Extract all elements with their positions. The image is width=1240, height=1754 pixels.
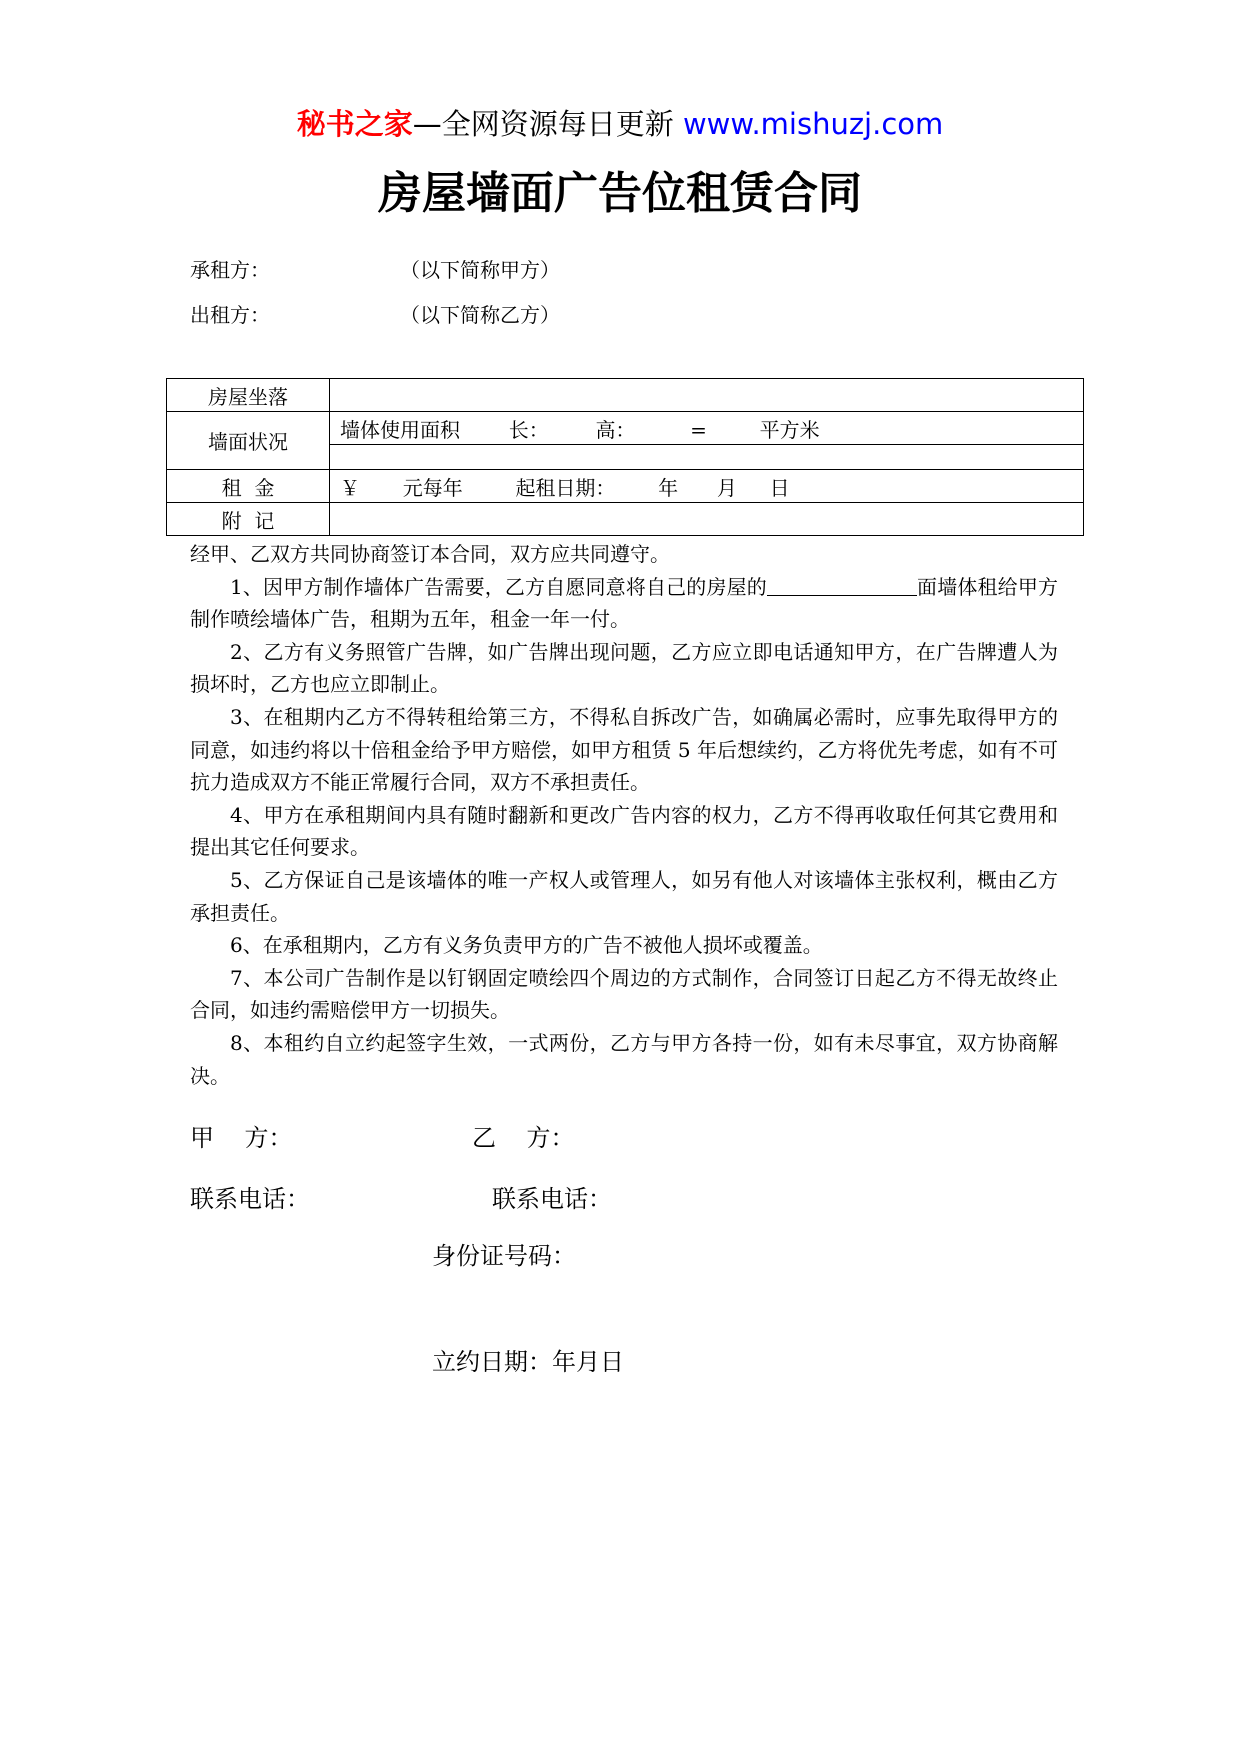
site-slogan: —全网资源每日更新 [412, 107, 674, 141]
wall-length-label: 长： [508, 417, 549, 442]
clause-1-part-a: 1、因甲方制作墙体广告需要，乙方自愿同意将自己的房屋的 [230, 574, 767, 599]
wall-side-blank [767, 573, 917, 596]
clause-6: 6、在承租期内，乙方有义务负责甲方的广告不被他人损坏或覆盖。 [230, 933, 823, 958]
table-row-note [167, 503, 1084, 536]
table-row-location [167, 379, 1084, 412]
rent-label: 租 金 [167, 470, 330, 503]
location-label: 房屋坐落 [167, 379, 330, 412]
tenant-note: （以下简称甲方） [400, 258, 560, 282]
rent-per-year: 元每年 [402, 475, 463, 500]
party-b-signature: 乙 方： [472, 1124, 575, 1152]
clause-3: 3、在租期内乙方不得转租给第三方，不得私自拆改广告，如确属必需时，应事先取得甲方的同意，如违约将以十倍租金给予甲方赔偿，如甲方租赁 5 年后想续约，乙方将优先考虑，如有不可抗力造成双方不能正常履行合同，双方不承担责任。 [190, 704, 1058, 795]
table-row-wall [167, 412, 1084, 445]
rent-cell [330, 470, 1084, 503]
site-header [0, 104, 1240, 144]
clause-2: 2、乙方有义务照管广告牌，如广告牌出现问题，乙方应立即电话通知甲方，在广告牌遭人为损坏时，乙方也应立即制止。 [190, 639, 1058, 697]
wall-area-label: 墙体使用面积 [340, 417, 460, 442]
wall-extra-cell [330, 445, 1084, 470]
clause-1-part-b: 面墙体租给甲方制作喷绘墙体广告，租期为五年，租金一年一付。 [190, 574, 1058, 632]
clause-1 [190, 571, 1058, 636]
party-a-signature: 甲 方： [190, 1124, 293, 1152]
clause-5: 5、乙方保证自己是该墙体的唯一产权人或管理人，如另有他人对该墙体主张权利，概由乙方承担责任。 [190, 867, 1058, 925]
wall-equals-sign: = [690, 417, 707, 442]
wall-height-label: 高： [595, 417, 636, 442]
clause-8: 8、本租约自立约起签字生效，一式两份，乙方与甲方各持一份，如有未尽事宜，双方协商解决。 [190, 1030, 1058, 1088]
tenant-label: 承租方： [190, 258, 270, 282]
contract-body [190, 538, 1058, 1092]
note-value [330, 503, 1084, 536]
table-row-rent [167, 470, 1084, 503]
rent-day: 日 [769, 475, 790, 500]
site-brand: 秘书之家 [296, 107, 413, 141]
site-url[interactable]: www.mishuzj.com [682, 107, 944, 141]
landlord-line [190, 300, 560, 330]
clause-7: 7、本公司广告制作是以钉钢固定喷绘四个周边的方式制作，合同签订日起乙方不得无故终止合同，如违约需赔偿甲方一切损失。 [190, 965, 1058, 1023]
rent-currency: ￥ [340, 475, 360, 500]
clause-4: 4、甲方在承租期间内具有随时翻新和更改广告内容的权力，乙方不得再收取任何其它费用和提出其它任何要求。 [190, 802, 1058, 860]
rent-month: 月 [716, 475, 737, 500]
wall-area-cell [330, 412, 1084, 445]
landlord-label: 出租方： [190, 303, 270, 327]
landlord-note: （以下简称乙方） [400, 303, 560, 327]
wall-label: 墙面状况 [167, 412, 330, 470]
party-a-phone: 联系电话： [190, 1185, 310, 1213]
sign-date: 立约日期：年月日 [432, 1348, 624, 1376]
party-b-phone: 联系电话： [492, 1185, 612, 1213]
wall-unit-label: 平方米 [759, 417, 820, 442]
intro-paragraph: 经甲、乙双方共同协商签订本合同，双方应共同遵守。 [190, 542, 670, 566]
location-value [330, 379, 1084, 412]
rent-year: 年 [658, 475, 679, 500]
document-title: 房屋墙面广告位租赁合同 [378, 168, 862, 219]
note-label: 附 记 [167, 503, 330, 536]
id-number-label: 身份证号码： [432, 1242, 576, 1270]
tenant-line [190, 255, 560, 285]
rent-start-label: 起租日期： [515, 475, 616, 500]
property-info-table [166, 378, 1084, 536]
